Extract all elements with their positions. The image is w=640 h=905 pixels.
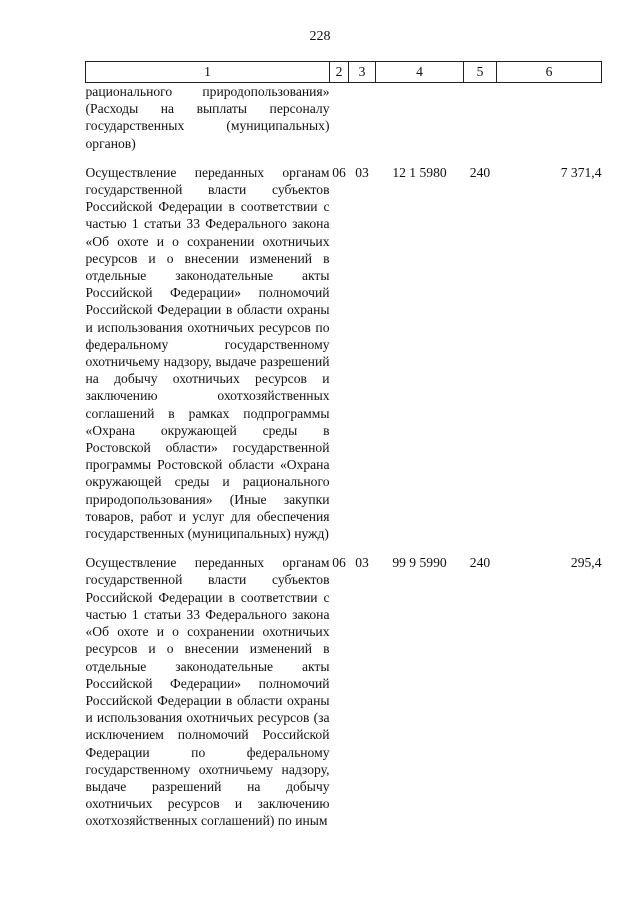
- row-spacer: [86, 542, 602, 554]
- row-section-code: 06: [332, 555, 346, 571]
- table-row: [86, 554, 602, 829]
- column-header-3: 3: [349, 62, 376, 83]
- budget-table: [85, 61, 602, 830]
- row-expense-type-code: 240: [469, 555, 491, 571]
- column-header-2: 2: [330, 62, 349, 83]
- row-subsection-code: [349, 83, 376, 152]
- row-amount: 295,4: [570, 555, 602, 571]
- row-target-article-code: [376, 83, 464, 152]
- page-number: 228: [309, 29, 331, 44]
- row-section-code: 06: [332, 164, 346, 180]
- row-description: рационального природопользования» (Расходы на выплаты персоналу государственных (муниципальных) органов): [85, 84, 330, 151]
- row-section-code: [330, 83, 349, 152]
- row-amount: [497, 83, 602, 152]
- row-target-article-code: 12 1 5980: [392, 164, 447, 180]
- row-amount: 7 371,4: [560, 164, 602, 180]
- table-row: [86, 83, 602, 152]
- row-subsection-code: 03: [355, 164, 369, 180]
- row-description: Осуществление переданных органам государственной власти субъектов Российской Федерации в соответствии с частью 1 статьи 33 Федерального закона «Об охоте и о сохранении охотничьих ресурсов и о внесении изменений в отдельные законодательные акты Российской Федерации» полномочий Российской Федерации в области охраны и использования охотничьих ресурсов (за исключением полномочий Российской Федерации по федеральному государственному охотничьему надзору, выдаче разрешений на добычу охотничьих ресурсов и заключению охотхозяйственных соглашений) по иным: [85, 555, 330, 829]
- column-header-5: 5: [464, 62, 497, 83]
- row-spacer: [86, 152, 602, 164]
- column-header-4: 4: [376, 62, 464, 83]
- row-subsection-code: 03: [355, 555, 369, 571]
- table-header-row: [86, 62, 602, 83]
- table-row: [86, 164, 602, 542]
- column-header-6: 6: [497, 62, 602, 83]
- row-description: Осуществление переданных органам государственной власти субъектов Российской Федерации в соответствии с частью 1 статьи 33 Федерального закона «Об охоте и о сохранении охотничьих ресурсов и о внесении изменений в отдельные законодательные акты Российской Федерации» полномочий Российской Федерации в области охраны и использования охотничьих ресурсов по федеральному государственному охотничьему надзору, выдаче разрешений на добычу охотничьих ресурсов и заключению охотхозяйственных соглашений в рамках подпрограммы «Охрана окружающей среды в Ростовской области» государственной программы Ростовской области «Охрана окружающей среды и рационального природопользования» (Иные закупки товаров, работ и услуг для обеспечения государственных (муниципальных) нужд): [85, 164, 330, 542]
- column-header-1: 1: [86, 62, 330, 83]
- row-expense-type-code: 240: [469, 164, 491, 180]
- row-target-article-code: 99 9 5990: [392, 555, 447, 571]
- row-expense-type-code: [464, 83, 497, 152]
